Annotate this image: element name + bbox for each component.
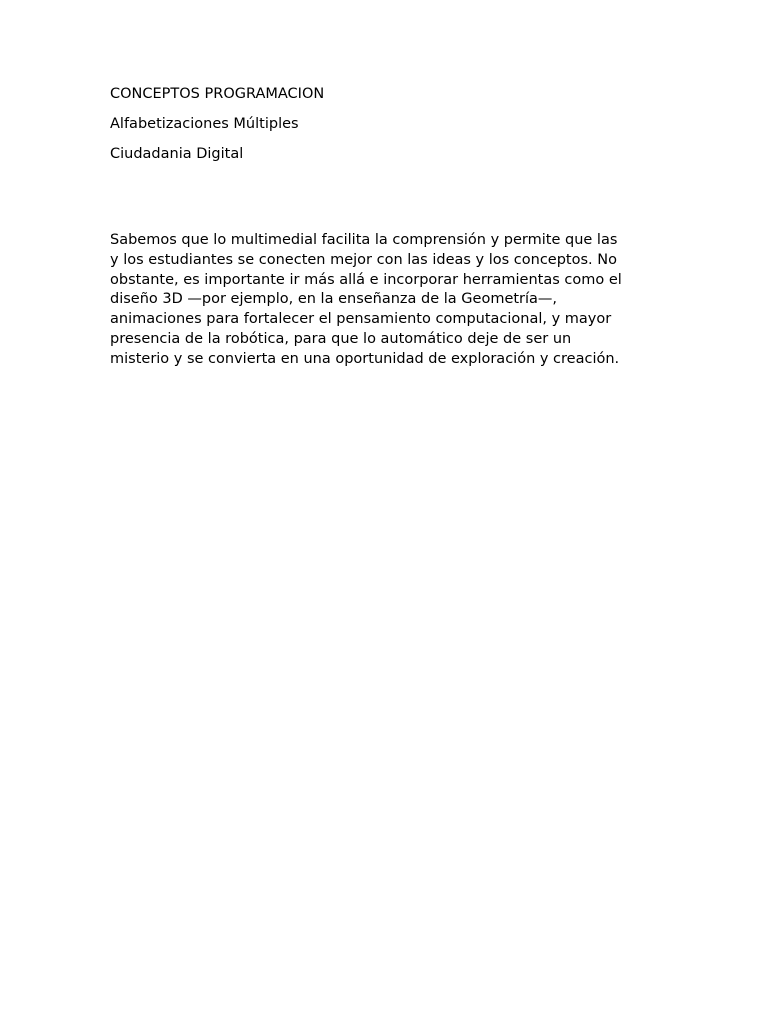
document-subtitle-digital-citizenship: Ciudadania Digital — [110, 146, 244, 162]
paragraph-line: Sabemos que lo multimedial facilita la comprensión y permite que las — [110, 232, 618, 248]
document-title: CONCEPTOS PROGRAMACION — [110, 86, 325, 102]
paragraph-line: misterio y se convierta en una oportunidad de exploración y creación. — [110, 350, 620, 367]
paragraph-line: animaciones para fortalecer el pensamiento computacional, y mayor — [110, 311, 612, 328]
paragraph-line: y los estudiantes se conecten mejor con las ideas y los conceptos. No — [110, 251, 617, 268]
paragraph-line: diseño 3D —por ejemplo, en la enseñanza de la Geometría—, — [110, 291, 558, 308]
paragraph-line: obstante, es importante ir más allá e incorporar herramientas como el — [110, 271, 622, 288]
body-paragraph — [110, 231, 670, 370]
document-subtitle-multiple-literacies: Alfabetizaciones Múltiples — [110, 116, 299, 132]
paragraph-line: presencia de la robótica, para que lo automático deje de ser un — [110, 330, 572, 347]
